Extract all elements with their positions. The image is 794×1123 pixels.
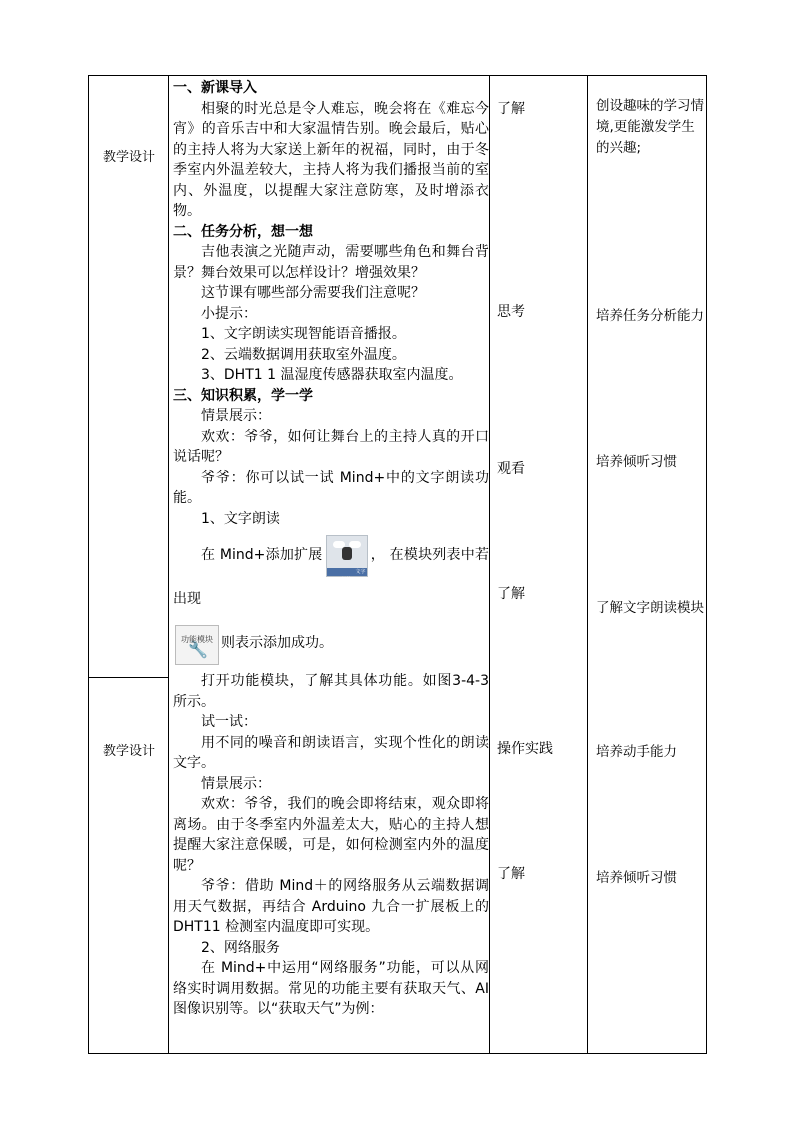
activity: 了解 <box>497 866 525 882</box>
activity: 了解 <box>497 101 525 117</box>
activity: 操作实践 <box>497 741 553 757</box>
activity: 思考 <box>497 304 525 320</box>
lesson-content <box>173 78 489 1020</box>
robot-shape <box>342 547 352 560</box>
dialog-line: 欢欢：爷爷，如何让舞台上的主持人真的开口说话呢？ <box>173 428 489 465</box>
text: 在 Mind+添加扩展 <box>201 547 323 563</box>
purpose: 创设趣味的学习情境,更能激发学生的兴趣; <box>596 98 704 156</box>
row-label: 教学设计 <box>102 744 155 759</box>
paragraph: 相聚的时光总是令人难忘，晚会将在《难忘今宵》的音乐吉中和大家温情告别。晚会最后，贴心的主持人将为大家送上新年的祝福，同时，由于冬季室内外温差较大，主持人将为我们播报当前的室内、外温度，以提醒大家注意防寒，及时增添衣物。 <box>173 100 489 219</box>
purpose: 培养倾听习惯 <box>596 870 677 886</box>
paragraph: 这节课有哪些部分需要我们注意呢？ <box>201 285 425 301</box>
lesson-table <box>88 75 707 1054</box>
paragraph: 在 Mind+中运用“网络服务”功能，可以从网络实时调用数据。常见的功能主要有获取天气、AI 图像识别等。以“获取天气”为例： <box>173 960 489 1017</box>
tip-item: 1、文字朗读实现智能语音播报。 <box>201 326 406 342</box>
column-divider <box>587 76 588 1053</box>
paragraph: 情景展示： <box>201 408 271 424</box>
column-divider <box>168 76 169 1053</box>
purpose: 培养动手能力 <box>596 744 677 760</box>
text: ， 在模块列表中若出现 <box>173 547 489 607</box>
wrench-icon <box>175 625 219 665</box>
tip-item: 3、DHT1 1 温湿度传感器获取室内温度。 <box>201 367 463 383</box>
paragraph <box>173 533 489 621</box>
icon-caption: 功能模块 <box>181 635 213 644</box>
row-label: 教学设计 <box>102 150 155 165</box>
activity: 了解 <box>497 586 525 602</box>
purpose: 培养倾听习惯 <box>596 454 677 470</box>
activity: 观看 <box>497 461 525 477</box>
dialog-line: 爷爷：借助 Mind＋的网络服务从云端数据调用天气数据，再结合 Arduino 九合一扩展板上的 DHT11 检测室内温度即可实现。 <box>173 878 489 935</box>
column-divider <box>489 76 490 1053</box>
paragraph: 情景展示： <box>201 775 271 792</box>
section-title: 三、知识积累，学一学 <box>173 387 313 404</box>
paragraph: 吉他表演之光随声动，需要哪些角色和舞台背景？舞台效果可以怎样设计？增强效果？ <box>173 244 489 281</box>
purpose: 了解文字朗读模块 <box>596 600 704 616</box>
dialog-line: 爷爷：你可以试一试 Mind+中的文字朗读功能。 <box>173 469 489 506</box>
tip-heading: 小提示： <box>201 305 257 322</box>
row-divider <box>89 677 169 678</box>
dialog-line: 欢欢：爷爷，我们的晚会即将结束，观众即将离场。由于冬季室内外温差太大，贴心的主持人想提醒大家注意保暖，可是，如何检测室内外的温度呢？ <box>173 796 489 874</box>
paragraph: 用不同的噪音和朗读语言，实现个性化的朗读文字。 <box>173 734 489 771</box>
section-title: 二、任务分析，想一想 <box>173 223 313 240</box>
subsection-title: 1、文字朗读 <box>201 510 280 527</box>
subsection-title: 2、网络服务 <box>201 939 280 956</box>
tip-item: 2、云端数据调用获取室外温度。 <box>201 346 406 363</box>
section-title: 一、新课导入 <box>173 80 257 96</box>
paragraph: 打开功能模块，了解其具体功能。如图3-4-3 所示。 <box>173 673 489 710</box>
paragraph: 试一试： <box>201 714 257 730</box>
text: 则表示添加成功。 <box>221 635 333 651</box>
purpose: 培养任务分析能力 <box>596 308 704 324</box>
paragraph <box>173 621 489 665</box>
icon-caption: 文字朗读 <box>327 568 367 576</box>
text-to-speech-icon <box>326 535 368 583</box>
wrench-glyph: 🔧 <box>188 640 208 659</box>
